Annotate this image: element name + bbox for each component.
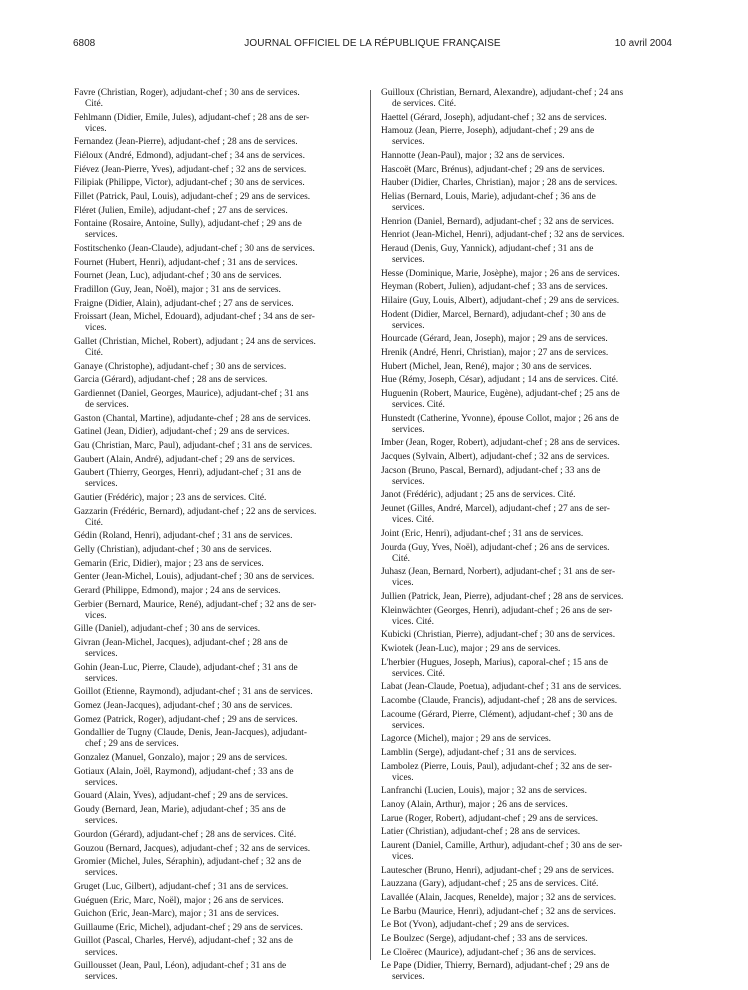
list-item: [381, 88, 673, 110]
list-item: [381, 786, 673, 797]
entry-text: Gemarin (Eric, Didier), major ; 23 ans de services.: [74, 558, 264, 569]
entry-text: Lamblin (Serge), adjudant-chef ; 31 ans de services.: [381, 748, 577, 759]
entry-text: Lacombe (Claude, Francis), adjudant-chef ; 28 ans de services.: [381, 696, 618, 706]
list-item: [74, 830, 366, 841]
entry-text: L'herbier (Hugues, Joseph, Marius), caporal-chef ; 15 ans de: [381, 657, 608, 668]
list-item: [74, 728, 366, 750]
entry-continuation: vices.: [392, 772, 414, 783]
entry-text: Hannotte (Jean-Paul), major ; 32 ans de services.: [381, 151, 565, 162]
list-item: [381, 879, 673, 890]
list-item: [381, 592, 673, 603]
entry-text: Hilaire (Guy, Louis, Albert), adjudant-chef ; 29 ans de services.: [381, 296, 620, 307]
list-item: [381, 389, 673, 411]
list-item: [74, 638, 366, 660]
entry-text: Lagorce (Michel), major ; 29 ans de services.: [381, 734, 551, 745]
list-item: [74, 178, 366, 189]
entry-text: Fournet (Hubert, Henri), adjudant-chef ; 31 ans de services.: [74, 257, 298, 268]
list-item: [74, 455, 366, 466]
list-item: [381, 696, 673, 707]
entry-text: Lautescher (Bruno, Henri), adjudant-chef ; 29 ans de services.: [381, 865, 614, 876]
list-item: [381, 800, 673, 811]
list-item: [74, 531, 366, 542]
entry-text: Kleinwächter (Georges, Henri), adjudant-chef ; 26 ans de ser-: [381, 605, 613, 616]
list-item: [74, 753, 366, 764]
entry-continuation: services.: [85, 972, 118, 983]
list-item: [74, 414, 366, 425]
entry-text: Latier (Christian), adjudant-chef ; 28 ans de services.: [381, 827, 581, 838]
list-item: [381, 165, 673, 176]
entry-continuation: vices.: [85, 123, 107, 134]
entry-continuation: services.: [392, 476, 425, 487]
list-item: [74, 936, 366, 958]
page-header: [73, 38, 672, 54]
entry-text: Filipiak (Philippe, Victor), adjudant-chef ; 30 ans de services.: [74, 178, 305, 189]
entry-text: Froissart (Jean, Michel, Edouard), adjudant-chef ; 34 ans de ser-: [74, 312, 315, 323]
entry-continuation: Cité.: [85, 348, 103, 359]
entry-text: Gruget (Luc, Gilbert), adjudant-chef ; 31 ans de services.: [74, 881, 289, 892]
entry-text: Lacoume (Gérard, Pierre, Clément), adjudant-chef ; 30 ans de: [381, 709, 613, 720]
entry-continuation: services.: [85, 816, 118, 827]
entry-text: Fiéloux (André, Edmond), adjudant-chef ; 34 ans de services.: [74, 151, 305, 162]
list-item: [381, 630, 673, 641]
entry-text: Gédin (Roland, Henri), adjudant-chef ; 31 ans de services.: [74, 531, 293, 542]
entry-text: Hubert (Michel, Jean, René), major ; 30 ans de services.: [381, 361, 592, 372]
list-item: [381, 841, 673, 863]
entry-continuation: vices. Cité.: [392, 616, 434, 627]
entry-text: Janot (Frédéric), adjudant ; 25 ans de services. Cité.: [381, 490, 576, 501]
entry-text: Haettel (Gérard, Joseph), adjudant-chef ; 32 ans de services.: [381, 112, 607, 123]
list-item: [74, 715, 366, 726]
list-item: [381, 504, 673, 526]
entry-text: Gautier (Frédéric), major ; 23 ans de services. Cité.: [74, 493, 267, 504]
entry-continuation: services.: [392, 137, 425, 148]
list-item: [381, 920, 673, 931]
list-item: [74, 572, 366, 583]
entry-text: Gelly (Christian), adjudant-chef ; 30 ans de services.: [74, 545, 272, 556]
entry-text: Fradillon (Guy, Jean, Noël), major ; 31 ans de services.: [74, 284, 281, 295]
list-item: [381, 948, 673, 959]
entry-text: Hodent (Didier, Marcel, Bernard), adjudant-chef ; 30 ans de: [381, 309, 606, 320]
entry-continuation: services. Cité.: [392, 400, 445, 411]
page-number: 6808: [73, 38, 96, 49]
entry-continuation: Cité.: [85, 517, 103, 528]
entry-continuation: services.: [85, 230, 118, 241]
entry-text: Fillet (Patrick, Paul, Louis), adjudant-chef ; 29 ans de services.: [74, 192, 311, 203]
entry-continuation: vices.: [392, 578, 414, 589]
list-item: [381, 529, 673, 540]
entry-continuation: services.: [85, 649, 118, 660]
list-item: [74, 493, 366, 504]
entry-text: Helias (Bernard, Louis, Marie), adjudant-chef ; 36 ans de: [381, 192, 596, 203]
list-item: [381, 682, 673, 693]
entry-text: Guillaume (Eric, Michel), adjudant-chef ; 29 ans de services.: [74, 922, 303, 933]
entry-text: Gomez (Patrick, Roger), adjudant-chef ; 29 ans de services.: [74, 714, 298, 725]
left-column: [74, 88, 366, 986]
entry-continuation: vices. Cité.: [392, 515, 434, 526]
list-item: [381, 893, 673, 904]
entry-text: Lanoy (Alain, Arthur), major ; 26 ans de services.: [381, 800, 568, 811]
entry-text: Fléret (Julien, Emile), adjudant-chef ; 27 ans de services.: [74, 205, 288, 216]
publication-date: 10 avril 2004: [614, 38, 672, 49]
entry-text: Fontaine (Rosaire, Antoine, Sully), adjudant-chef ; 29 ans de: [74, 219, 302, 230]
list-item: [381, 827, 673, 838]
list-item: [381, 567, 673, 589]
entry-text: Guichon (Eric, Jean-Marc), major ; 31 ans de services.: [74, 909, 279, 920]
entry-text: Lavallée (Alain, Jacques, Renelde), major ; 32 ans de services.: [381, 892, 617, 903]
entry-continuation: vices.: [85, 610, 107, 621]
list-item: [381, 814, 673, 825]
entry-text: Hrenik (André, Henri, Christian), major ; 27 ans de services.: [381, 348, 609, 359]
entry-text: Henrion (Daniel, Bernard), adjudant-chef ; 32 ans de services.: [381, 216, 614, 227]
entry-text: Laurent (Daniel, Camille, Arthur), adjudant-chef ; 30 ans de ser-: [381, 840, 623, 851]
list-item: [74, 663, 366, 685]
list-item: [381, 217, 673, 228]
list-item: [381, 414, 673, 436]
list-item: [74, 961, 366, 983]
entry-text: Fiévez (Jean-Pierre, Yves), adjudant-chef ; 32 ans de services.: [74, 164, 307, 175]
list-item: [381, 452, 673, 463]
entry-text: Labat (Jean-Claude, Poetua), adjudant-chef ; 31 ans de services.: [381, 682, 622, 693]
list-item: [381, 126, 673, 148]
entry-text: Lauzzana (Gary), adjudant-chef ; 25 ans de services. Cité.: [381, 879, 599, 890]
list-item: [381, 334, 673, 345]
list-item: [74, 559, 366, 570]
entry-text: Le Boulzec (Serge), adjudant-chef ; 33 ans de services.: [381, 933, 588, 944]
entry-text: Gromier (Michel, Jules, Séraphin), adjudant-chef ; 32 ans de: [74, 857, 302, 868]
entry-continuation: services.: [85, 947, 118, 958]
entry-text: Kubicki (Christian, Pierre), adjudant-chef ; 30 ans de services.: [381, 630, 616, 641]
entry-text: Givran (Jean-Michel, Jacques), adjudant-chef ; 28 ans de: [74, 637, 288, 648]
entry-continuation: de services.: [85, 400, 129, 411]
list-item: [74, 219, 366, 241]
entry-text: Goillot (Etienne, Raymond), adjudant-chef ; 31 ans de services.: [74, 687, 313, 698]
entry-text: Hunstedt (Catherine, Yvonne), épouse Collot, major ; 26 ans de: [381, 413, 619, 424]
entry-text: Le Cloërec (Maurice), adjudant-chef ; 36 ans de services.: [381, 947, 597, 958]
entry-text: Jacson (Bruno, Pascal, Bernard), adjudant-chef ; 33 ans de: [381, 465, 601, 476]
entry-text: Guillousset (Jean, Paul, Léon), adjudant-chef ; 31 ans de: [74, 961, 287, 972]
entry-text: Fournet (Jean, Luc), adjudant-chef ; 30 ans de services.: [74, 271, 282, 282]
list-item: [381, 230, 673, 241]
list-item: [74, 88, 366, 110]
entry-text: Ganaye (Christophe), adjudant-chef ; 30 ans de services.: [74, 361, 287, 372]
entry-continuation: services.: [392, 320, 425, 331]
entry-text: Jourda (Guy, Yves, Noël), adjudant-chef ; 26 ans de services.: [381, 542, 610, 553]
entry-continuation: services. Cité.: [392, 668, 445, 679]
entry-text: Fehlmann (Didier, Emile, Jules), adjudant-chef ; 28 ans de ser-: [74, 112, 310, 123]
entry-text: Garcia (Gérard), adjudant-chef ; 28 ans de services.: [74, 375, 268, 386]
entry-text: Hue (Rémy, Joseph, César), adjudant ; 14 ans de services. Cité.: [381, 375, 619, 386]
list-item: [381, 866, 673, 877]
entry-continuation: services.: [392, 203, 425, 214]
list-item: [74, 427, 366, 438]
list-item: [74, 767, 366, 789]
entry-text: Juhasz (Jean, Bernard, Norbert), adjudant-chef ; 31 ans de ser-: [381, 567, 616, 578]
entry-text: Joint (Eric, Henri), adjudant-chef ; 31 ans de services.: [381, 528, 584, 539]
list-item: [381, 178, 673, 189]
entry-text: Fraigne (Didier, Alain), adjudant-chef ; 27 ans de services.: [74, 298, 294, 309]
list-item: [74, 137, 366, 148]
entry-text: Henriot (Jean-Michel, Henri), adjudant-chef ; 32 ans de services.: [381, 230, 625, 241]
journal-title: JOURNAL OFFICIEL DE LA RÉPUBLIQUE FRANÇAISE: [244, 38, 501, 49]
entry-continuation: services.: [85, 673, 118, 684]
entry-continuation: de services. Cité.: [392, 99, 457, 110]
list-item: [74, 337, 366, 359]
list-item: [74, 362, 366, 373]
entry-text: Gouard (Alain, Yves), adjudant-chef ; 29 ans de services.: [74, 791, 289, 802]
entry-text: Le Barbu (Maurice, Henri), adjudant-chef ; 32 ans de services.: [381, 906, 616, 917]
list-item: [381, 375, 673, 386]
entry-text: Lambolez (Pierre, Louis, Paul), adjudant-chef ; 32 ans de ser-: [381, 761, 612, 772]
entry-text: Hauber (Didier, Charles, Christian), major ; 28 ans de services.: [381, 178, 618, 189]
entry-text: Heyman (Robert, Julien), adjudant-chef ; 33 ans de services.: [381, 282, 608, 293]
list-item: [381, 244, 673, 266]
entry-continuation: Cité.: [85, 99, 103, 110]
entry-text: Guilloux (Christian, Bernard, Alexandre), adjudant-chef ; 24 ans: [381, 88, 624, 98]
entry-text: Gouzou (Bernard, Jacques), adjudant-chef ; 32 ans de services.: [74, 843, 311, 854]
list-item: [381, 490, 673, 501]
list-item: [381, 907, 673, 918]
entry-text: Fernandez (Jean-Pierre), adjudant-chef ; 28 ans de services.: [74, 137, 298, 148]
list-item: [74, 844, 366, 855]
entry-text: Gaubert (Alain, André), adjudant-chef ; 29 ans de services.: [74, 454, 296, 465]
entry-text: Imber (Jean, Roger, Robert), adjudant-chef ; 28 ans de services.: [381, 438, 620, 449]
entry-text: Gohin (Jean-Luc, Pierre, Claude), adjudant-chef ; 31 ans de: [74, 662, 298, 673]
list-item: [381, 934, 673, 945]
list-item: [381, 192, 673, 214]
entry-text: Heraud (Denis, Guy, Yannick), adjudant-chef ; 31 ans de: [381, 244, 594, 255]
list-item: [74, 791, 366, 802]
list-item: [74, 507, 366, 529]
entry-text: Gatinel (Jean, Didier), adjudant-chef ; 29 ans de services.: [74, 427, 290, 438]
list-item: [381, 113, 673, 124]
list-item: [74, 206, 366, 217]
entry-text: Gerard (Philippe, Edmond), major ; 24 ans de services.: [74, 585, 281, 596]
list-item: [74, 389, 366, 411]
list-item: [74, 468, 366, 490]
entry-continuation: services.: [392, 972, 425, 983]
entry-text: Goudy (Bernard, Jean, Marie), adjudant-chef ; 35 ans de: [74, 805, 286, 816]
entry-text: Gourdon (Gérard), adjudant-chef ; 28 ans de services. Cité.: [74, 829, 297, 840]
entry-text: Gomez (Jean-Jacques), adjudant-chef ; 30 ans de services.: [74, 701, 293, 712]
list-item: [381, 710, 673, 732]
entry-text: Favre (Christian, Roger), adjudant-chef ; 30 ans de services.: [74, 88, 300, 98]
list-item: [74, 285, 366, 296]
list-item: [381, 310, 673, 332]
list-item: [381, 961, 673, 983]
entry-continuation: vices.: [85, 323, 107, 334]
list-item: [381, 269, 673, 280]
entry-text: Le Pape (Didier, Thierry, Bernard), adjudant-chef ; 29 ans de: [381, 961, 610, 972]
entry-text: Fostitschenko (Jean-Claude), adjudant-chef ; 30 ans de services.: [74, 244, 315, 255]
list-item: [381, 151, 673, 162]
entry-text: Jullien (Patrick, Jean, Pierre), adjudant-chef ; 28 ans de services.: [381, 591, 624, 602]
entry-text: Kwiotek (Jean-Luc), major ; 29 ans de services.: [381, 643, 561, 654]
entry-text: Larue (Roger, Robert), adjudant-chef ; 29 ans de services.: [381, 813, 598, 824]
entry-text: Gaubert (Thierry, Georges, Henri), adjudant-chef ; 31 ans de: [74, 468, 301, 479]
list-item: [381, 348, 673, 359]
list-item: [381, 658, 673, 680]
list-item: [381, 734, 673, 745]
list-item: [381, 466, 673, 488]
entry-text: Le Bot (Yvon), adjudant-chef ; 29 ans de services.: [381, 920, 570, 931]
entry-text: Guillot (Pascal, Charles, Hervé), adjudant-chef ; 32 ans de: [74, 936, 293, 947]
entry-text: Gallet (Christian, Michel, Robert), adjudant ; 24 ans de services.: [74, 336, 316, 347]
entry-continuation: Cité.: [392, 553, 410, 564]
entry-continuation: services.: [392, 720, 425, 731]
entry-text: Hamouz (Jean, Pierre, Joseph), adjudant-chef ; 29 ans de: [381, 126, 595, 137]
list-item: [74, 882, 366, 893]
entry-continuation: services.: [85, 479, 118, 490]
entry-text: Hourcade (Gérard, Jean, Joseph), major ; 29 ans de services.: [381, 334, 608, 345]
list-item: [381, 282, 673, 293]
list-item: [381, 644, 673, 655]
entry-text: Gerbier (Bernard, Maurice, René), adjudant-chef ; 32 ans de ser-: [74, 599, 317, 610]
list-item: [74, 701, 366, 712]
list-item: [74, 687, 366, 698]
entry-continuation: services.: [85, 777, 118, 788]
list-item: [74, 258, 366, 269]
entry-text: Gazzarin (Frédéric, Bernard), adjudant-chef ; 22 ans de services.: [74, 506, 317, 517]
list-item: [74, 244, 366, 255]
list-item: [381, 296, 673, 307]
list-item: [74, 151, 366, 162]
entry-text: Hascoët (Marc, Brénus), adjudant-chef ; 29 ans de services.: [381, 164, 605, 175]
entry-continuation: services.: [392, 424, 425, 435]
entry-text: Jacques (Sylvain, Albert), adjudant-chef ; 32 ans de services.: [381, 452, 610, 463]
list-item: [74, 624, 366, 635]
list-item: [381, 362, 673, 373]
entry-text: Gau (Christian, Marc, Paul), adjudant-chef ; 31 ans de services.: [74, 441, 313, 452]
list-item: [74, 896, 366, 907]
entry-text: Gotiaux (Alain, Joël, Raymond), adjudant-chef ; 33 ans de: [74, 766, 294, 777]
entry-text: Huguenin (Robert, Maurice, Eugène), adjudant-chef ; 25 ans de: [381, 389, 620, 399]
entry-text: Gaston (Chantal, Martine), adjudante-chef ; 28 ans de services.: [74, 413, 311, 424]
entry-text: Gondallier de Tugny (Claude, Denis, Jean-Jacques), adjudant-: [74, 728, 308, 739]
entry-text: Hesse (Dominique, Marie, Josèphe), major ; 26 ans de services.: [381, 268, 620, 279]
list-item: [74, 923, 366, 934]
entry-text: Lanfranchi (Lucien, Louis), major ; 32 ans de services.: [381, 786, 587, 797]
entry-text: Gille (Daniel), adjudant-chef ; 30 ans de services.: [74, 624, 261, 635]
entry-text: Guéguen (Eric, Marc, Noël), major ; 26 ans de services.: [74, 895, 284, 906]
entry-continuation: services.: [85, 868, 118, 879]
list-item: [74, 299, 366, 310]
list-item: [74, 165, 366, 176]
entry-continuation: services.: [392, 255, 425, 266]
entry-text: Gardiennet (Daniel, Georges, Maurice), adjudant-chef ; 31 ans: [74, 389, 309, 399]
list-item: [74, 312, 366, 334]
list-item: [381, 438, 673, 449]
list-item: [74, 271, 366, 282]
list-item: [381, 748, 673, 759]
list-item: [381, 762, 673, 784]
entry-continuation: chef ; 29 ans de services.: [85, 739, 179, 750]
list-item: [74, 909, 366, 920]
list-item: [381, 543, 673, 565]
list-item: [74, 113, 366, 135]
right-column: [381, 88, 673, 986]
list-item: [74, 600, 366, 622]
list-item: [74, 857, 366, 879]
column-divider: [370, 90, 371, 960]
list-item: [74, 441, 366, 452]
list-item: [74, 586, 366, 597]
entry-continuation: vices.: [392, 852, 414, 863]
entry-text: Genter (Jean-Michel, Louis), adjudant-chef ; 30 ans de services.: [74, 572, 315, 583]
list-item: [381, 606, 673, 628]
list-item: [74, 805, 366, 827]
list-item: [74, 375, 366, 386]
entry-text: Jeunet (Gilles, André, Marcel), adjudant-chef ; 27 ans de ser-: [381, 504, 610, 515]
entry-text: Gonzalez (Manuel, Gonzalo), major ; 29 ans de services.: [74, 753, 288, 764]
list-item: [74, 545, 366, 556]
list-item: [74, 192, 366, 203]
